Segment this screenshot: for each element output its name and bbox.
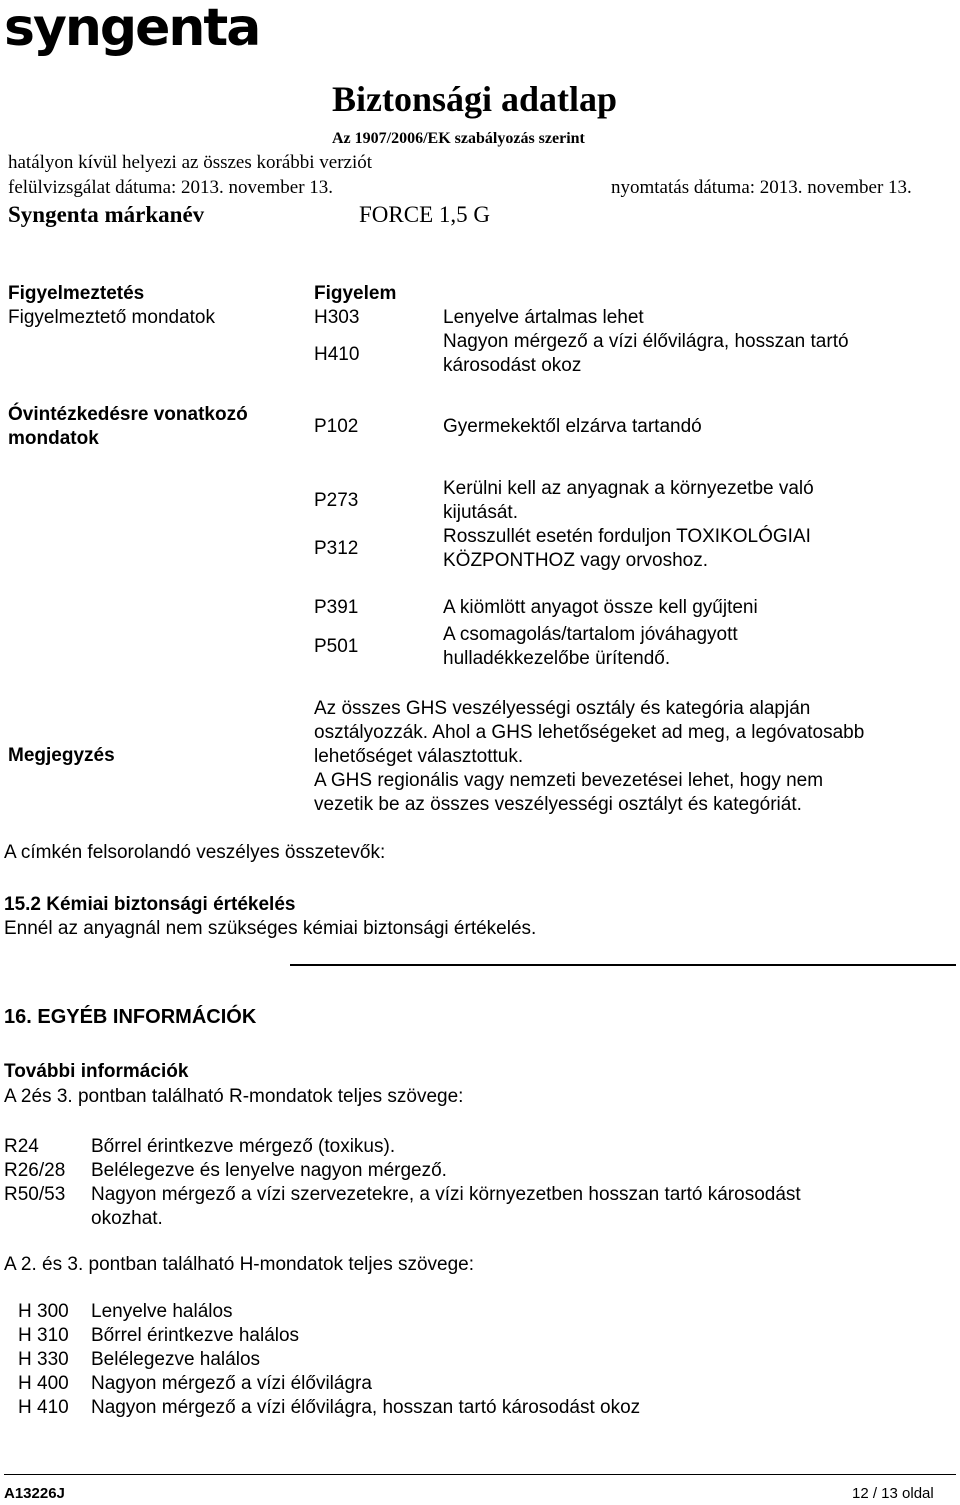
r-phrase-text-continued: okozhat. xyxy=(91,1208,163,1229)
precaution-code: P312 xyxy=(314,538,359,559)
h-phrase-code: H 400 xyxy=(18,1373,69,1394)
precaution-code: P501 xyxy=(314,636,359,657)
h-phrase-text: Nagyon mérgező a vízi élővilágra, hosszan tartó károsodást okoz xyxy=(91,1397,641,1418)
remark-text: lehetőséget választottuk. xyxy=(314,746,524,767)
precaution-text: KÖZPONTHOZ vagy orvoshoz. xyxy=(443,550,709,571)
signal-word-value: Figyelem xyxy=(314,283,397,304)
regulation-subtitle: Az 1907/2006/EK szabályozás szerint xyxy=(332,130,585,147)
h-phrase-text: Lenyelve halálos xyxy=(91,1301,233,1322)
precautionary-label-continued: mondatok xyxy=(8,428,99,449)
hazard-code: H410 xyxy=(314,344,360,365)
page-number: 12 / 13 oldal xyxy=(852,1485,934,1502)
h-phrase-code: H 300 xyxy=(18,1301,69,1322)
footer-rule xyxy=(4,1474,956,1475)
hazard-code: H303 xyxy=(314,307,360,328)
section-divider xyxy=(290,964,956,966)
section-16-heading: 16. EGYÉB INFORMÁCIÓK xyxy=(4,1006,257,1028)
r-phrase-code: R50/53 xyxy=(4,1184,66,1205)
precaution-text: kijutását. xyxy=(443,502,518,523)
h-phrases-intro: A 2. és 3. pontban található H-mondatok teljes szövege: xyxy=(4,1254,475,1275)
remark-text: Az összes GHS veszélyességi osztály és kategória alapján xyxy=(314,698,811,719)
precaution-text-continued: hulladékkezelőbe ürítendő. xyxy=(443,648,671,669)
remark-text: vezetik be az összes veszélyességi osztályt és kategóriát. xyxy=(314,794,802,815)
r-phrase-text: Belélegezve és lenyelve nagyon mérgező. xyxy=(91,1160,447,1181)
supersedes-note: hatályon kívül helyezi az összes korábbi verziót xyxy=(8,152,373,173)
brand-label: Syngenta márkanév xyxy=(8,202,205,227)
h-phrase-code: H 330 xyxy=(18,1349,69,1370)
h-phrase-code: H 310 xyxy=(18,1325,69,1346)
r-phrase-code: R24 xyxy=(4,1136,39,1157)
remark-text: A GHS regionális vagy nemzeti bevezetései lehet, hogy nem xyxy=(314,770,824,791)
further-info-heading: További információk xyxy=(4,1061,189,1082)
r-phrases-intro: A 2és 3. pontban található R-mondatok teljes szövege: xyxy=(4,1086,464,1107)
precaution-text: A csomagolás/tartalom jóváhagyott xyxy=(443,624,738,645)
remark-label: Megjegyzés xyxy=(8,745,115,766)
precaution-code: P102 xyxy=(314,416,359,437)
product-name: FORCE 1,5 G xyxy=(359,202,490,227)
signal-word-label: Figyelmeztetés xyxy=(8,283,145,304)
syngenta-logo: syngenta xyxy=(4,0,260,58)
precaution-code: P391 xyxy=(314,597,359,618)
h-phrase-text: Belélegezve halálos xyxy=(91,1349,261,1370)
hazard-text: Lenyelve ártalmas lehet xyxy=(443,307,644,328)
document-title: Biztonsági adatlap xyxy=(332,79,618,119)
h-phrase-text: Bőrrel érintkezve halálos xyxy=(91,1325,300,1346)
document-code: A13226J xyxy=(4,1485,65,1502)
section-15-2-text: Ennél az anyagnál nem szükséges kémiai biztonsági értékelés. xyxy=(4,918,537,939)
precaution-text: Rosszullét esetén forduljon TOXIKOLÓGIAI xyxy=(443,526,811,547)
h-phrase-text: Nagyon mérgező a vízi élővilágra xyxy=(91,1373,372,1394)
precaution-text: A kiömlött anyagot össze kell gyűjteni xyxy=(443,597,758,618)
precaution-code: P273 xyxy=(314,490,359,511)
hazardous-components-label: A címkén felsorolandó veszélyes összetevők: xyxy=(4,842,386,863)
hazard-text: Nagyon mérgező a vízi élővilágra, hosszan tartó xyxy=(443,331,849,352)
precautionary-label: Óvintézkedésre vonatkozó xyxy=(8,404,248,425)
r-phrase-text: Nagyon mérgező a vízi szervezetekre, a vízi környezetben hosszan tartó károsodást xyxy=(91,1184,801,1205)
remark-text: osztályozzák. Ahol a GHS lehetőségeket ad meg, a legóvatosabb xyxy=(314,722,865,743)
print-date: nyomtatás dátuma: 2013. november 13. xyxy=(611,177,912,198)
r-phrase-text: Bőrrel érintkezve mérgező (toxikus). xyxy=(91,1136,396,1157)
hazard-text-continued: károsodást okoz xyxy=(443,355,582,376)
h-phrase-code: H 410 xyxy=(18,1397,69,1418)
precaution-text: Kerülni kell az anyagnak a környezetbe való xyxy=(443,478,814,499)
hazard-statements-label: Figyelmeztető mondatok xyxy=(8,307,215,328)
precaution-text: Gyermekektől elzárva tartandó xyxy=(443,416,702,437)
revision-date: felülvizsgálat dátuma: 2013. november 13. xyxy=(8,177,334,198)
r-phrase-code: R26/28 xyxy=(4,1160,66,1181)
section-15-2-heading: 15.2 Kémiai biztonsági értékelés xyxy=(4,894,296,915)
